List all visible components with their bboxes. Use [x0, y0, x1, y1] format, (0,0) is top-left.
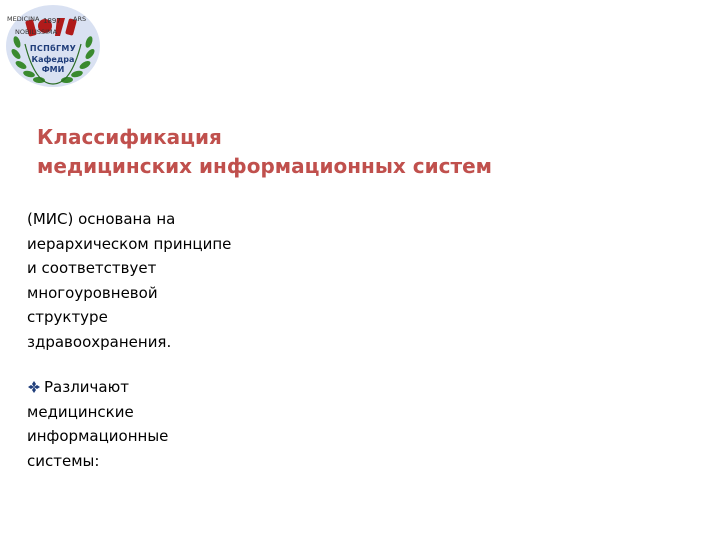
paragraph-line: иерархическом принципе [27, 234, 232, 253]
diamond-bullet-icon [27, 376, 41, 388]
paragraph-line: структуре [27, 308, 108, 326]
logo-dept-line2: ФМИ [41, 65, 65, 74]
paragraph-line: и соответствует [27, 259, 157, 277]
slide-title-line1: Классификация [37, 125, 222, 149]
paragraph-line: (МИС) основана на [27, 210, 176, 228]
slide-title-line2: медицинских информационных систем [37, 154, 493, 178]
logo-motto-right: ARS [73, 15, 87, 23]
bullet-line: системы: [27, 451, 100, 470]
paragraph-line: многоуровневой [27, 283, 158, 302]
logo-org: ПСПбГМУ [29, 44, 77, 53]
bullet-line: информационные [27, 427, 169, 445]
logo-motto-left: MEDICINA [7, 15, 40, 23]
slide-title [37, 123, 492, 181]
logo-year: 1897 [43, 17, 61, 25]
body-paragraph [27, 207, 267, 354]
logo-dept-line1: Кафедра [31, 55, 75, 64]
bullet-item [27, 375, 267, 473]
university-logo [5, 4, 101, 88]
paragraph-line: здравоохранения. [27, 332, 172, 351]
bullet-line: Различают [44, 378, 129, 396]
bullet-first-line [27, 375, 267, 400]
bullet-line: медицинские [27, 402, 134, 421]
logo-motto-line2: NOBILISSIMA [15, 28, 58, 36]
